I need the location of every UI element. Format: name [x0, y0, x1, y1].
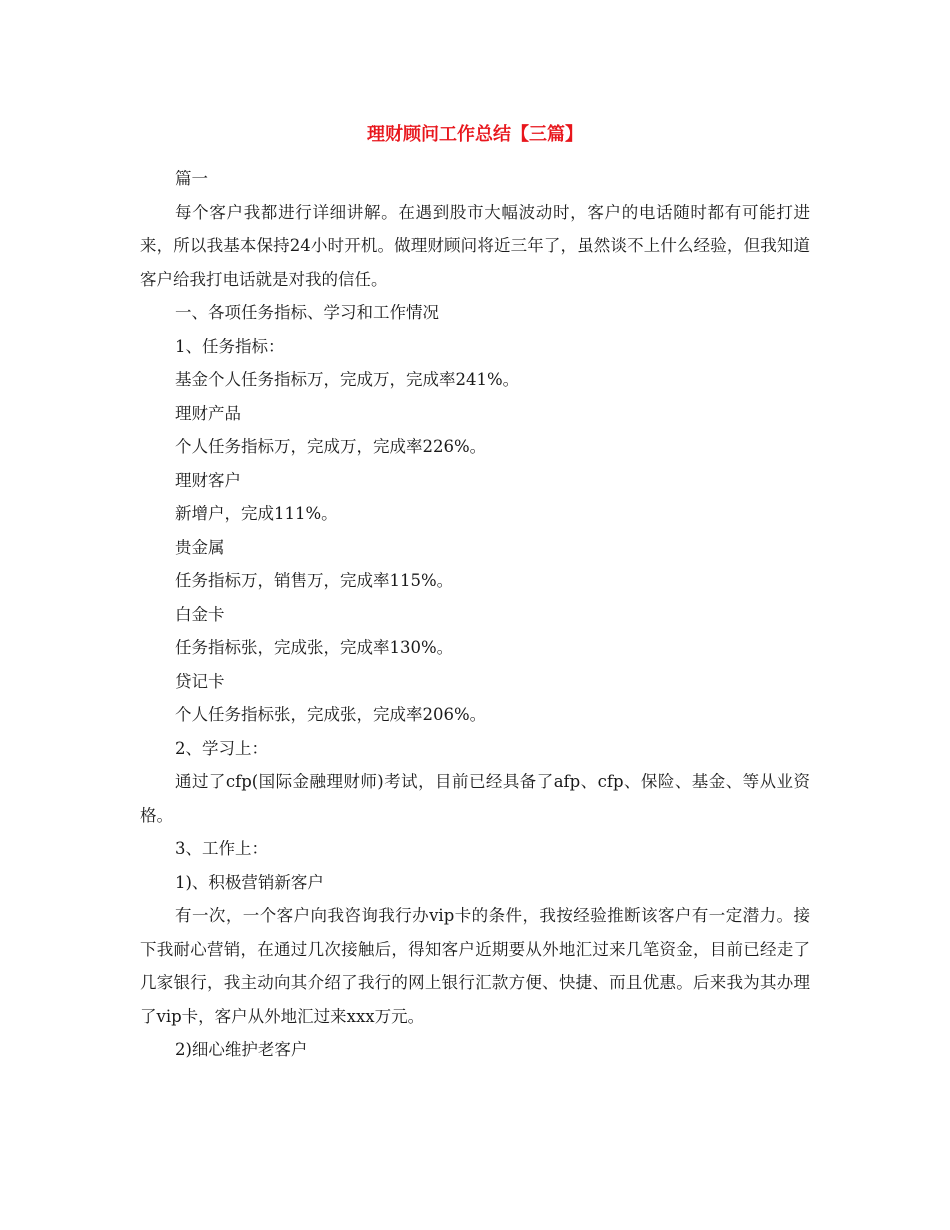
paragraph-platinum-card-target: 任务指标张，完成张，完成率130%。: [175, 638, 454, 657]
paragraph-study-detail: 通过了cfp(国际金融理财师)考试，目前已经具备了afp、cfp、保险、基金、等从业资格。: [140, 772, 810, 825]
paragraph-label-precious-metals: 贵金属: [175, 537, 225, 557]
paragraph-wealth-products-target: 个人任务指标万，完成万，完成率226%。: [175, 437, 487, 456]
paragraph-subheading-work: 3、工作上：: [175, 839, 268, 858]
paragraph-fund-target: 基金个人任务指标万，完成万，完成率241%。: [175, 370, 520, 389]
paragraph-item-new-clients: 1)、积极营销新客户: [175, 872, 324, 892]
paragraph-credit-card-target: 个人任务指标张，完成张，完成率206%。: [175, 705, 487, 724]
paragraph-wealth-clients-target: 新增户，完成111%。: [175, 504, 338, 523]
paragraph-subheading-targets: 1、任务指标：: [175, 336, 285, 356]
paragraph-item-old-clients: 2)细心维护老客户: [175, 1040, 308, 1059]
paragraph-intro: 每个客户我都进行详细讲解。在遇到股市大幅波动时，客户的电话随时都有可能打进来，所以我基本保持24小时开机。做理财顾问将近三年了，虽然谈不上什么经验，但我知道客户给我打电话就是对我的信任。: [140, 202, 810, 289]
paragraph-label-platinum-card: 白金卡: [175, 604, 225, 624]
paragraph-label-credit-card: 贷记卡: [175, 671, 225, 691]
paragraph-section-heading: 篇一: [175, 169, 208, 188]
paragraph-precious-metals-target: 任务指标万，销售万，完成率115%。: [175, 571, 454, 590]
paragraph-label-wealth-products: 理财产品: [175, 403, 241, 423]
document-body: [140, 162, 810, 1067]
paragraph-label-wealth-clients: 理财客户: [175, 470, 241, 490]
document-title: 理财顾问工作总结【三篇】: [367, 124, 583, 145]
paragraph-new-clients-story: 有一次，一个客户向我咨询我行办vip卡的条件，我按经验推断该客户有一定潜力。接下我耐心营销，在通过几次接触后，得知客户近期要从外地汇过来几笔资金，目前已经走了几家银行，我主动向其介绍了我行的网上银行汇款方便、快捷、而且优惠。后来我为其办理了vip卡，客户从外地汇过来xxx万元。: [140, 906, 810, 1026]
paragraph-subheading-study: 2、学习上：: [175, 738, 268, 758]
paragraph-heading-tasks: 一、各项任务指标、学习和工作情况: [175, 303, 439, 322]
